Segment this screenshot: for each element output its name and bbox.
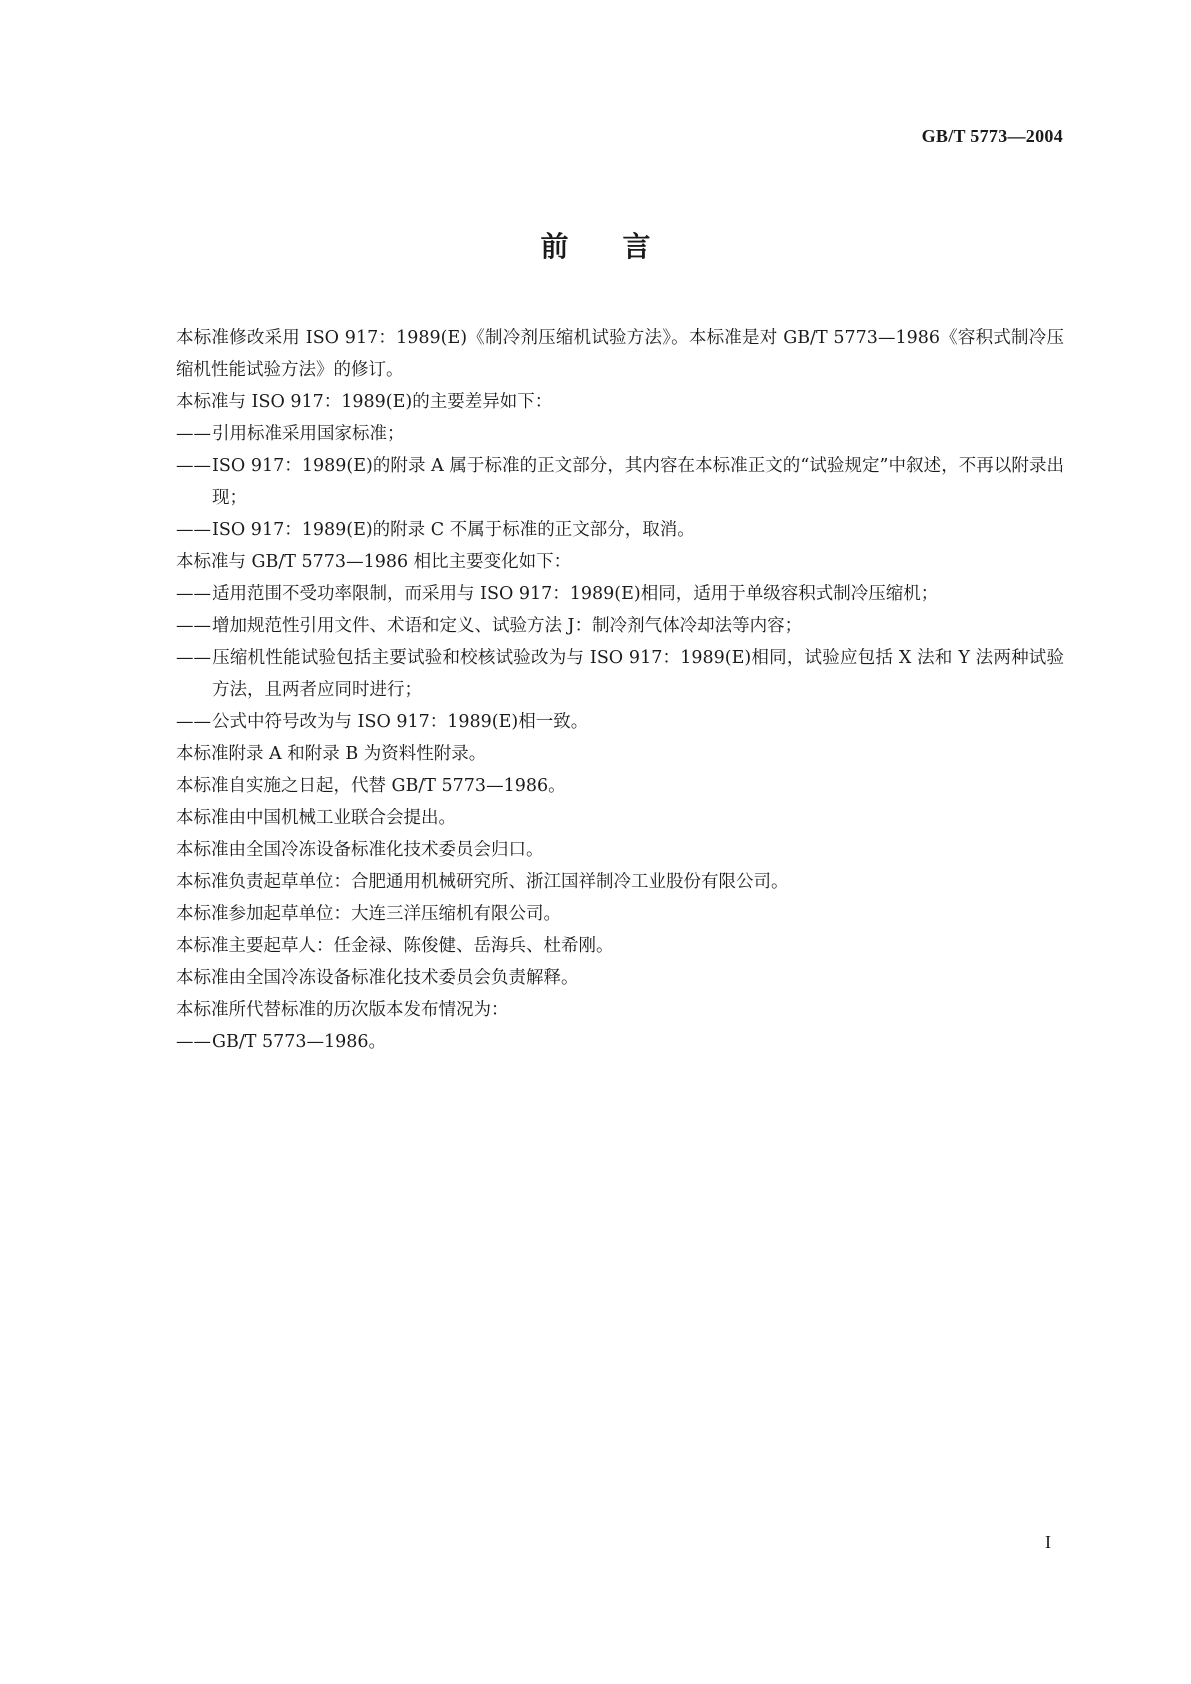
page-number: I xyxy=(1045,1532,1051,1552)
paragraph: 本标准与 ISO 917：1989(E)的主要差异如下： xyxy=(176,392,553,412)
list-dash: —— xyxy=(176,520,211,540)
foreword-body xyxy=(176,322,1064,1058)
list-item xyxy=(176,706,1064,738)
paragraph: 本标准自实施之日起，代替 GB/T 5773—1986。 xyxy=(176,776,566,796)
paragraph: 本标准与 GB/T 5773—1986 相比主要变化如下： xyxy=(176,552,572,572)
list-item xyxy=(176,1026,1064,1058)
list-item-text: ISO 917：1989(E)的附录 C 不属于标准的正文部分，取消。 xyxy=(212,520,695,540)
list-item xyxy=(176,418,1064,450)
page-title: 前言 xyxy=(540,230,705,263)
list-item-text: 增加规范性引用文件、术语和定义、试验方法 J：制冷剂气体冷却法等内容； xyxy=(212,616,803,636)
list-item-text: 引用标准采用国家标准； xyxy=(212,424,405,444)
list-item xyxy=(176,578,1064,610)
list-item-text: ISO 917：1989(E)的附录 A 属于标准的正文部分，其内容在本标准正文的“试验规定”中叙述，不再以附录出现； xyxy=(212,456,1064,508)
paragraph: 本标准参加起草单位：大连三洋压缩机有限公司。 xyxy=(176,904,561,924)
standard-code: GB/T 5773—2004 xyxy=(921,126,1063,146)
list-dash: —— xyxy=(176,616,211,636)
list-item xyxy=(176,514,1064,546)
list-dash: —— xyxy=(176,1032,211,1052)
paragraph: 本标准由全国冷冻设备标准化技术委员会归口。 xyxy=(176,840,544,860)
list-dash: —— xyxy=(176,712,211,732)
list-dash: —— xyxy=(176,424,211,444)
paragraph: 本标准修改采用 ISO 917：1989(E)《制冷剂压缩机试验方法》。本标准是对 GB/T 5773—1986《容积式制冷压缩机性能试验方法》的修订。 xyxy=(176,328,1064,380)
paragraph: 本标准所代替标准的历次版本发布情况为： xyxy=(176,1000,509,1020)
paragraph: 本标准主要起草人：任金禄、陈俊健、岳海兵、杜希刚。 xyxy=(176,936,614,956)
paragraph: 本标准由中国机械工业联合会提出。 xyxy=(176,808,456,828)
list-item xyxy=(176,642,1064,706)
paragraph: 本标准附录 A 和附录 B 为资料性附录。 xyxy=(176,744,487,764)
list-item xyxy=(176,450,1064,514)
list-item-text: GB/T 5773—1986。 xyxy=(212,1032,387,1052)
list-item-text: 适用范围不受功率限制，而采用与 ISO 917：1989(E)相同，适用于单级容积式制冷压缩机； xyxy=(212,584,939,604)
list-dash: —— xyxy=(176,648,211,668)
list-item xyxy=(176,610,1064,642)
list-dash: —— xyxy=(176,456,211,476)
list-item-text: 压缩机性能试验包括主要试验和校核试验改为与 ISO 917：1989(E)相同，试验应包括 X 法和 Y 法两种试验方法，且两者应同时进行； xyxy=(212,648,1064,700)
list-item-text: 公式中符号改为与 ISO 917：1989(E)相一致。 xyxy=(212,712,589,732)
paragraph: 本标准由全国冷冻设备标准化技术委员会负责解释。 xyxy=(176,968,579,988)
paragraph: 本标准负责起草单位：合肥通用机械研究所、浙江国祥制冷工业股份有限公司。 xyxy=(176,872,789,892)
list-dash: —— xyxy=(176,584,211,604)
